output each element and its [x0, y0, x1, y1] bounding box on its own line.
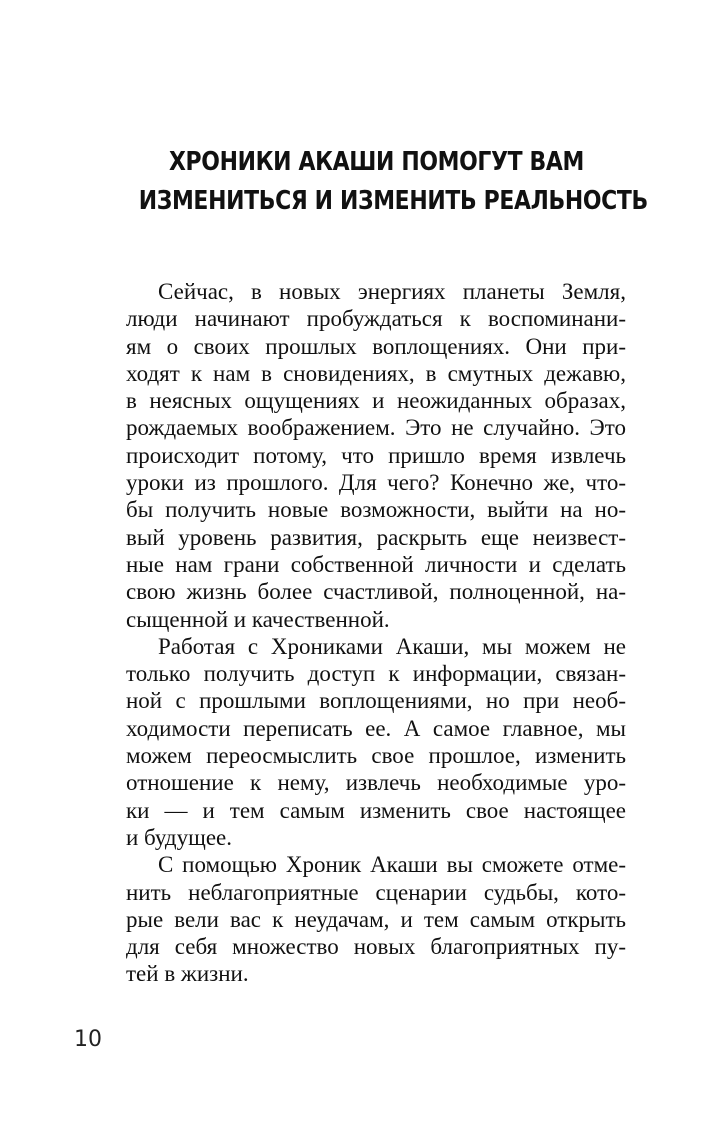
chapter-heading-line: ИЗМЕНИТЬСЯ И ИЗМЕНИТЬ РЕАЛЬНОСТЬ: [138, 186, 648, 216]
text-line: Работая с Хрониками Акаши, мы можем не: [158, 633, 626, 659]
text-line: происходит потому, что пришло время извлечь: [126, 442, 626, 468]
chapter-heading-line: ХРОНИКИ АКАШИ ПОМОГУТ ВАМ: [168, 147, 585, 177]
text-line: ям о своих прошлых воплощениях. Они при-: [126, 333, 626, 359]
text-line: ки — и тем самым изменить свое настоящее: [126, 797, 626, 823]
text-line: ходят к нам в сновидениях, в смутных дежавю,: [126, 360, 626, 386]
paragraph: [126, 633, 626, 851]
text-line: можем переосмыслить свое прошлое, изменить: [126, 743, 626, 769]
text-line: ные нам грани собственной личности и сделать: [126, 551, 626, 577]
text-line: сыщенной и качественной.: [126, 606, 390, 632]
text-line: уроки из прошлого. Для чего? Конечно же, что-: [126, 470, 626, 496]
paragraph: [126, 278, 626, 633]
text-line: отношение к нему, извлечь необходимые уро-: [126, 770, 626, 796]
text-line: вый уровень развития, раскрыть еще неизвест-: [126, 524, 626, 550]
text-line: ной с прошлыми воплощениями, но при необ-: [126, 688, 626, 714]
text-line: для себя множество новых благоприятных пу-: [126, 934, 626, 960]
text-line: ходимости переписать ее. А самое главное, мы: [126, 715, 626, 741]
text-line: в неясных ощущениях и неожиданных образах,: [126, 388, 626, 414]
text-line: рождаемых воображением. Это не случайно. Это: [126, 415, 626, 441]
page-number: 10: [74, 1027, 102, 1052]
text-line: Сейчас, в новых энергиях планеты Земля,: [158, 279, 626, 304]
text-line: свою жизнь более счастливой, полноценной, на-: [126, 579, 626, 605]
text-line: нить неблагоприятные сценарии судьбы, кото-: [126, 879, 626, 905]
text-line: бы получить новые возможности, выйти на но-: [126, 497, 626, 523]
body-text: [126, 278, 626, 988]
text-line: С помощью Хроник Акаши вы сможете отме-: [158, 852, 626, 878]
text-line: рые вели вас к неудачам, и тем самым открыть: [126, 906, 626, 932]
text-line: люди начинают пробуждаться к воспоминани-: [126, 306, 626, 332]
paragraph: [126, 851, 626, 987]
chapter-heading: [138, 143, 648, 221]
text-line: и будущее.: [126, 824, 233, 850]
text-line: только получить доступ к информации, связан-: [126, 661, 626, 687]
text-line: тей в жизни.: [126, 961, 249, 987]
